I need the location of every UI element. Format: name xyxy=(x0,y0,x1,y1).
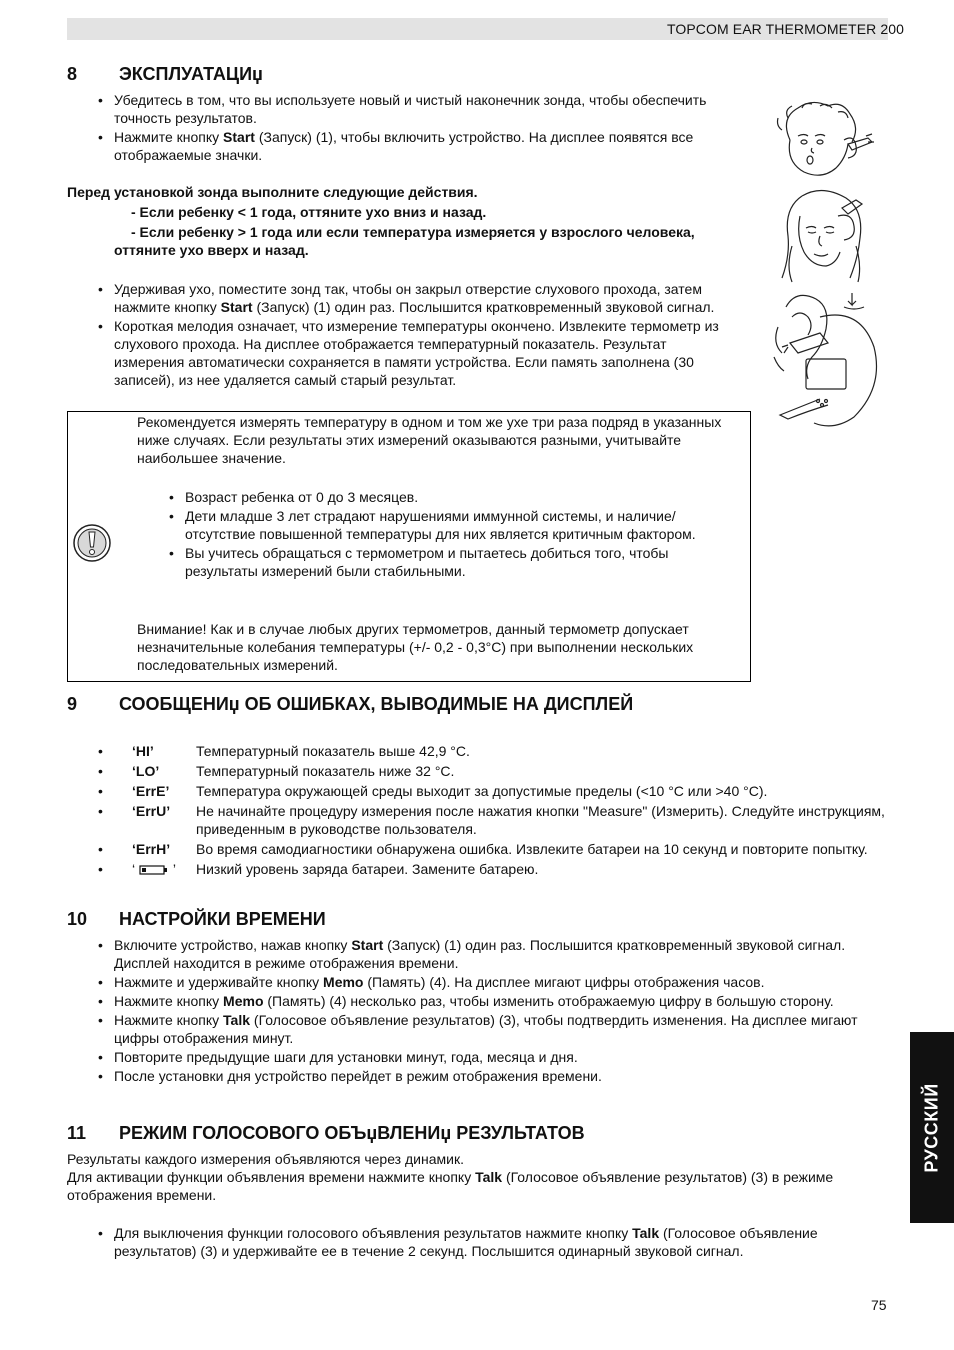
low-battery-icon xyxy=(139,865,169,875)
list-item: • Нажмите кнопку Talk (Голосовое объявление результатов) (3), чтобы подтвердить изменения. На дисплее мигают цифры отображения минут. xyxy=(98,1011,888,1047)
list-item: • Дети младше 3 лет страдают нарушениями иммунной системы, и наличие/ отсутствие повышенной температуры для них является критичным фактором. xyxy=(169,507,744,543)
thermometer-in-ear-illustration xyxy=(768,287,878,427)
section-8-list-2 xyxy=(98,280,738,390)
error-row: • ‘HI’ Температурный показатель выше 42,9 °C. xyxy=(98,743,470,759)
list-item: • Вы учитесь обращаться с термометром и пытаетесь добиться того, чтобы результаты измерений были стабильными. xyxy=(169,544,744,580)
section-11-para-1: Результаты каждого измерения объявляются через динамик. xyxy=(67,1151,464,1167)
list-item: • Короткая мелодия означает, что измерение температуры окончено. Извлеките термометр из слухового прохода. На дисплее отображается температурный показатель. Результат измерения автоматически сохраняется в памяти устройства. Если память заполнена (30 записей), из нее удаляется самый старый результат. xyxy=(98,317,738,389)
probe-step-over-1: - Если ребенку > 1 года или если температура измеряется у взрослого человека, оттяните ухо вверх и назад. xyxy=(114,224,695,258)
note-intro: Рекомендуется измерять температуру в одном и том же ухе три раза подряд в указанных ниже случаях. Если результаты этих измерений оказываются разными, учитывайте наибольшее значение. xyxy=(137,414,722,466)
list-item: • Убедитесь в том, что вы используете новый и чистый наконечник зонда, чтобы обеспечить точность результатов. xyxy=(98,91,748,127)
adult-ear-illustration xyxy=(772,186,872,286)
section-11-para-2: Для активации функции объявления времени нажмите кнопку Talk (Голосовое объявление результатов) (3) в режиме отображения времени. xyxy=(67,1169,834,1203)
note-list xyxy=(169,488,744,581)
error-row: • ‘LO’ Температурный показатель ниже 32 °C. xyxy=(98,763,455,779)
child-ear-illustration xyxy=(768,100,878,180)
error-row: • ‘ErrU’ Не начинайте процедуру измерения после нажатия кнопки "Measure" (Измерить). Следуйте инструкциям, приведенным в руководстве пользователя. xyxy=(98,803,885,837)
battery-code: ‘ ’ xyxy=(132,861,176,877)
section-8-list-1 xyxy=(98,91,748,165)
exclamation-icon xyxy=(72,523,112,563)
language-side-tab: РУССКИЙ xyxy=(910,1032,954,1223)
page-number: 75 xyxy=(871,1297,887,1313)
list-item: • Нажмите кнопку Start (Запуск) (1), чтобы включить устройство. На дисплее появятся все отображаемые значки. xyxy=(98,128,748,164)
list-item: • Возраст ребенка от 0 до 3 месяцев. xyxy=(169,488,744,506)
list-item: • Включите устройство, нажав кнопку Start (Запуск) (1) один раз. Послышится кратковременный звуковой сигнал. Дисплей находится в режиме отображения времени. xyxy=(98,936,888,972)
list-item: • Нажмите и удерживайте кнопку Memo (Память) (4). На дисплее мигают цифры отображения часов. xyxy=(98,973,888,991)
section-11-list xyxy=(98,1224,858,1261)
list-item: • Удерживая ухо, поместите зонд так, чтобы он закрыл отверстие слухового прохода, затем нажмите кнопку Start (Запуск) (1) один раз. Послышится кратковременный звуковой сигнал. xyxy=(98,280,738,316)
header-title: TOPCOM EAR THERMOMETER 200 xyxy=(666,21,904,37)
probe-heading: Перед установкой зонда выполните следующие действия. xyxy=(67,184,478,200)
list-item: • Повторите предыдущие шаги для установки минут, года, месяца и дня. xyxy=(98,1048,888,1066)
list-item: • После установки дня устройство перейдет в режим отображения времени. xyxy=(98,1067,888,1085)
error-row: • ‘ ’ Низкий уровень заряда батареи. Замените батарею. xyxy=(98,861,539,877)
section-10-list xyxy=(98,936,888,1086)
error-row: • ‘ErrH’ Во время самодиагностики обнаружена ошибка. Извлеките батареи на 10 секунд и повторите попытку. xyxy=(98,841,868,857)
probe-step-child-under-1: - Если ребенку < 1 года, оттяните ухо вниз и назад. xyxy=(131,204,487,220)
list-item: • Нажмите кнопку Memo (Память) (4) несколько раз, чтобы изменить отображаемую цифру в большую сторону. xyxy=(98,992,888,1010)
error-row: • ‘ErrE’ Температура окружающей среды выходит за допустимые пределы (<10 °C или >40 °C). xyxy=(98,783,768,799)
list-item: • Для выключения функции голосового объявления результатов нажмите кнопку Talk (Голосовое объявление результатов) (3) и удерживайте ее в течение 2 секунд. Послышится одинарный звуковой сигнал. xyxy=(98,1224,858,1260)
error-list xyxy=(98,742,898,878)
note-warning: Внимание! Как и в случае любых других термометров, данный термометр допускает незначительные колебания температуры (+/- 0,2 - 0,3°C) при выполнении нескольких последовательных измерений. xyxy=(137,621,694,673)
